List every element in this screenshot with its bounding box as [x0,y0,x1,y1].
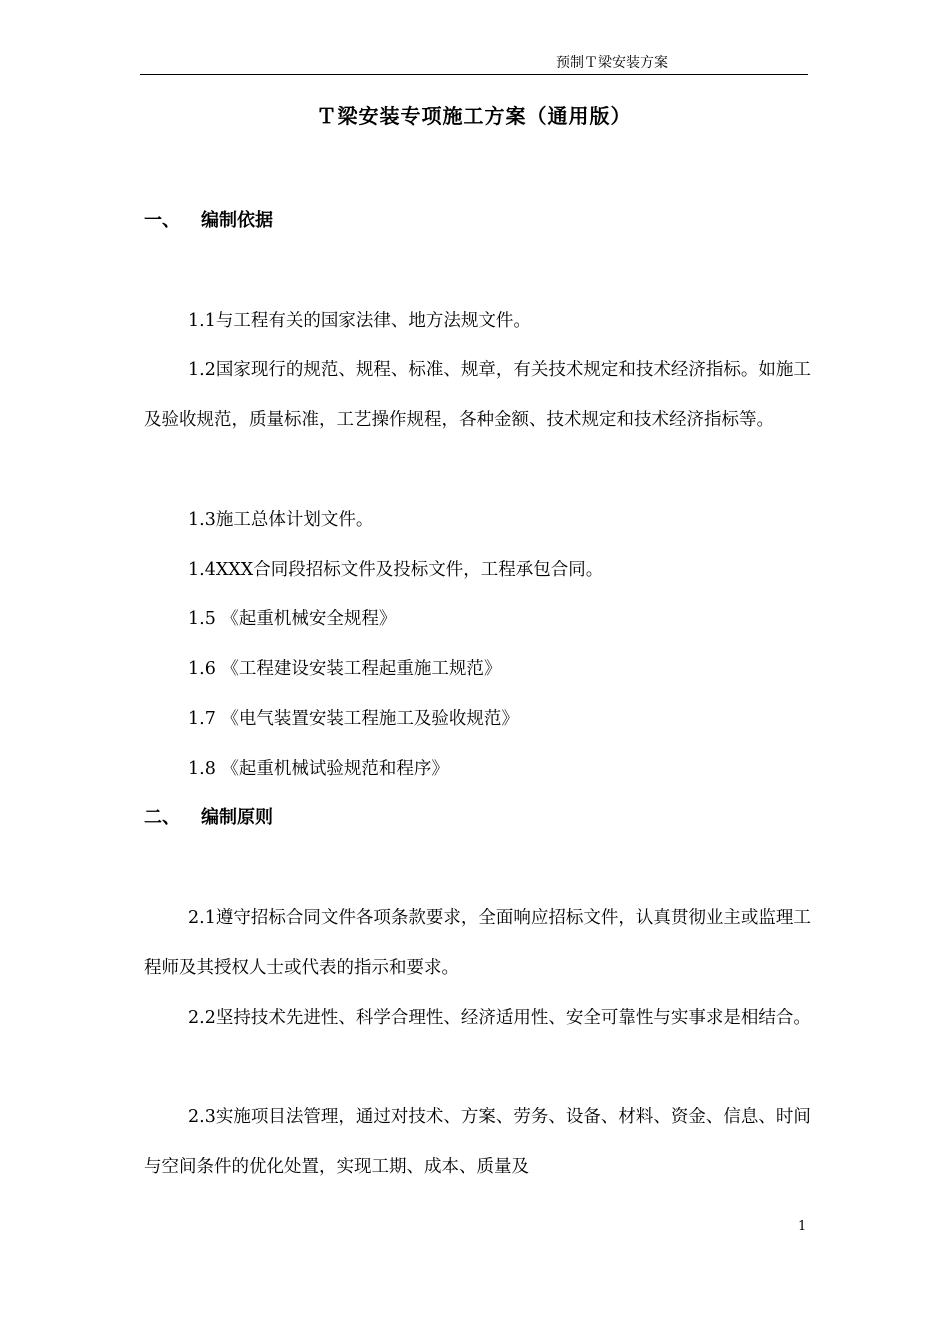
header-divider [140,74,808,75]
list-item-1-1: 1.1与工程有关的国家法律、地方法规文件。 [188,311,531,331]
list-item-1-7: 1.7 《电气装置安装工程施工及验收规范》 [188,709,519,729]
list-item-2-2: 2.2坚持技术先进性、科学合理性、经济适用性、安全可靠性与实事求是相结合。 [188,1008,811,1028]
section-number-2: 二、 [144,807,180,828]
section-title-1: 编制依据 [201,210,273,231]
section-heading-1 [144,206,273,236]
list-item-2-1: 2.1遵守招标合同文件各项条款要求，全面响应招标文件，认真贯彻业主或监理工程师及其授权人士或代表的指示和要求。 [144,908,811,978]
document-title: Ｔ梁安装专项施工方案（通用版） [316,104,632,128]
list-item-1-8: 1.8 《起重机械试验规范和程序》 [188,759,449,779]
section-number-1: 一、 [144,210,180,231]
list-item-1-4: 1.4XXX合同段招标文件及投标文件，工程承包合同。 [188,560,604,580]
list-item-1-2: 1.2国家现行的规范、规程、标准、规章，有关技术规定和技术经济指标。如施工及验收规范，质量标准，工艺操作规程，各种金额、技术规定和技术经济指标等。 [144,360,811,430]
section-heading-2 [144,803,273,833]
page-number: 1 [798,1219,807,1234]
list-item-1-6: 1.6 《工程建设安装工程起重施工规范》 [188,659,502,679]
list-item-1-3: 1.3施工总体计划文件。 [188,510,374,530]
running-header: 预制Ｔ梁安装方案 [556,55,668,71]
list-item-1-5: 1.5 《起重机械安全规程》 [188,609,397,629]
section-title-2: 编制原则 [201,807,273,828]
list-item-2-3: 2.3实施项目法管理，通过对技术、方案、劳务、设备、材料、资金、信息、时间与空间条件的优化处置，实现工期、成本、质量及 [144,1107,811,1177]
